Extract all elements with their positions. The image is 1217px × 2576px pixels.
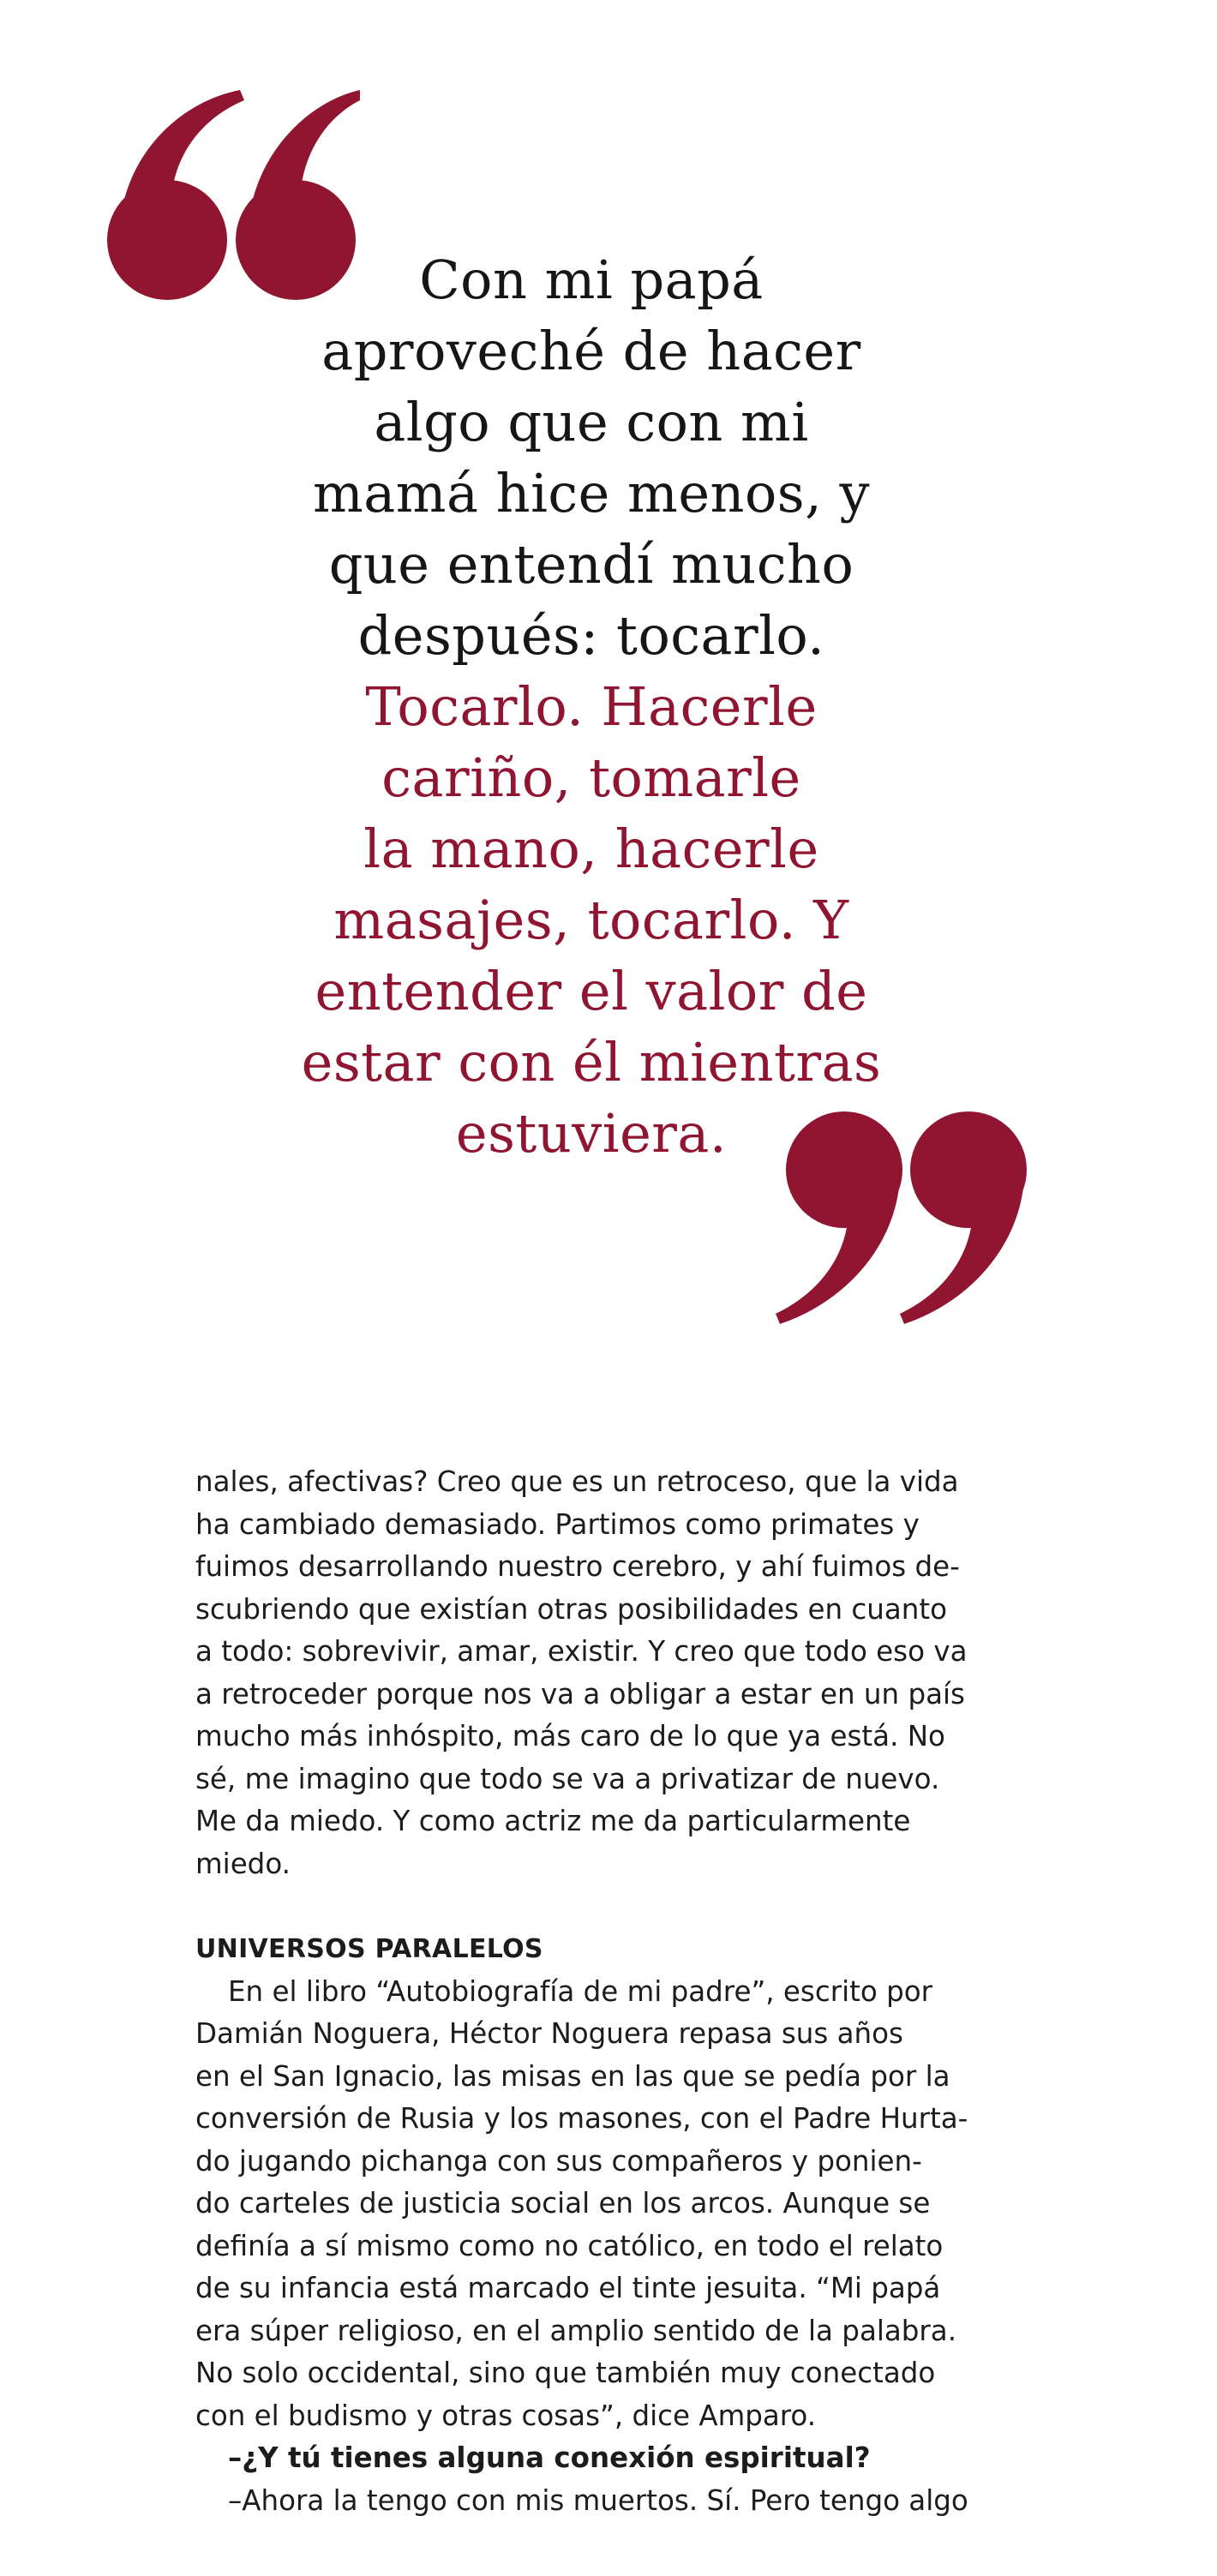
body-line: No solo occidental, sino que también muy conectado — [195, 2357, 936, 2389]
body-line: en el San Ignacio, las misas en las que se pedía por la — [195, 2059, 950, 2093]
body-line: de su infancia está marcado el tinte jesuita. “Mi papá — [195, 2272, 941, 2304]
pull-quote-line-highlight: estuviera. — [455, 1102, 728, 1165]
body-line: a retroceder porque nos va a obligar a estar en un país — [195, 1677, 965, 1710]
body-line: scubriendo que existían otras posibilidades en cuanto — [195, 1592, 947, 1626]
pull-quote-line-highlight: masajes, tocarlo. Y — [333, 889, 849, 951]
pull-quote — [197, 244, 986, 1169]
close-quote-icon — [776, 1110, 1033, 1333]
body-line: miedo. — [195, 1847, 291, 1880]
article-body — [195, 1461, 1052, 2522]
body-line: En el libro “Autobiografía de mi padre”, escrito por — [228, 1974, 932, 2008]
section-heading: UNIVERSOS PARALELOS — [195, 1934, 543, 1964]
body-line: do jugando pichanga con sus compañeros y ponien- — [195, 2144, 922, 2178]
pull-quote-line: algo que con mi — [374, 391, 809, 453]
pull-quote-line: mamá hice menos, y — [312, 462, 871, 524]
body-line: do carteles de justicia social en los arcos. Aunque se — [195, 2187, 931, 2220]
pull-quote-line-highlight: la mano, hacerle — [363, 818, 819, 880]
body-line: definía a sí mismo como no católico, en todo el relato — [195, 2229, 944, 2262]
pull-quote-line: que entendí mucho — [328, 533, 854, 596]
body-line: con el budismo y otras cosas”, dice Amparo. — [195, 2399, 817, 2432]
pull-quote-line: aproveché de hacer — [321, 320, 861, 382]
pull-quote-line-highlight: estar con él mientras — [301, 1031, 882, 1093]
pull-quote-line-highlight: cariño, tomarle — [381, 746, 801, 809]
pull-quote-line: Con mi papá — [419, 249, 764, 311]
interview-answer: –Ahora la tengo con mis muertos. Sí. Pero tengo algo — [228, 2483, 968, 2517]
paragraph-spacer — [195, 1885, 1052, 1928]
body-line: fuimos desarrollando nuestro cerebro, y ahí fuimos de- — [195, 1550, 960, 1583]
body-line: conversión de Rusia y los masones, con el Padre Hurta- — [195, 2102, 968, 2135]
body-line: ha cambiado demasiado. Partimos como primates y — [195, 1507, 920, 1541]
body-line: sé, me imagino que todo se va a privatizar de nuevo. — [195, 1762, 940, 1795]
body-line: Damián Noguera, Héctor Noguera repasa sus años — [195, 2017, 903, 2050]
body-line: mucho más inhóspito, más caro de lo que ya está. No — [195, 1720, 945, 1752]
pull-quote-line-highlight: Tocarlo. Hacerle — [365, 675, 818, 738]
pull-quote-line: después: tocarlo. — [357, 604, 825, 667]
body-line: era súper religioso, en el amplio sentido de la palabra. — [195, 2314, 957, 2347]
body-line: nales, afectivas? Creo que es un retroceso, que la vida — [195, 1465, 959, 1498]
interview-question: –¿Y tú tienes alguna conexión espiritual? — [228, 2441, 871, 2474]
pull-quote-line-highlight: entender el valor de — [315, 960, 868, 1022]
body-line: Me da miedo. Y como actriz me da particularmente — [195, 1805, 911, 1837]
body-line: a todo: sobrevivir, amar, existir. Y creo que todo eso va — [195, 1635, 968, 1668]
